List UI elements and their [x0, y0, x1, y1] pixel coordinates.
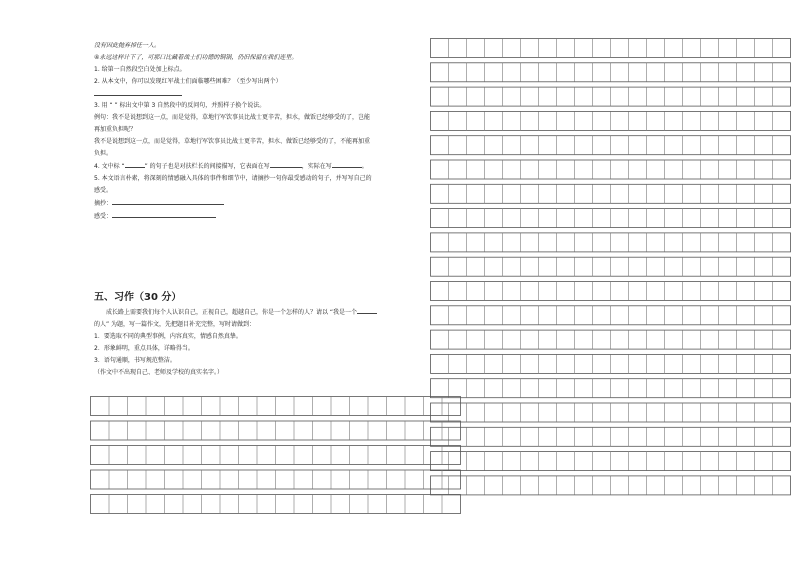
- question-2: 2. 从本文中，你可以发现红军战士们面临哪些困难？（至少写出两个）: [94, 78, 282, 85]
- prompt-line-1: [94, 306, 430, 319]
- feeling-row: [94, 210, 430, 223]
- prompt-part-1: 成长路上需要我们每个人认识自己，正视自己，超越自己，你是一个怎样的人？请以 “我是一个: [106, 309, 358, 316]
- writing-grid-right[interactable]: [430, 38, 792, 504]
- example-line-3: 我不是说想到这一点，而是觉得，草地行军饮事员比战士更辛苦，担水、做饭已经够受的了，不能再加重: [94, 138, 371, 145]
- q4-part-a: 4. 文中标 “: [94, 163, 125, 170]
- passage-tail-line-2: ④永远这样计下了，可那口比藏着战士们功德的铜锅，仍旧保留在我们连里。: [94, 54, 298, 61]
- passage-tail-line-1: 没有因此抛弃掉任一人。: [94, 42, 161, 49]
- requirement-2: 2．形象鲜明，重点具体，详略得当。: [94, 345, 194, 352]
- excerpt-label: 摘抄：: [94, 200, 113, 207]
- question-4: [94, 160, 430, 173]
- writing-note: （作文中不出现自己、老师及学校的真实名字。）: [94, 369, 224, 376]
- excerpt-blank[interactable]: [112, 197, 224, 205]
- writing-section-heading: 五、习作（30 分）: [94, 292, 182, 303]
- example-line-4: 负担。: [94, 150, 113, 157]
- q4-part-d: 。: [361, 163, 368, 170]
- question-5-line-2: 感受。: [94, 187, 113, 194]
- requirement-1: 1．要选取不同的典型事例，内容真实，情感自然真挚。: [94, 333, 242, 340]
- q4-blank-actual[interactable]: [332, 160, 362, 168]
- reading-questions: [94, 40, 430, 223]
- feeling-blank[interactable]: [112, 210, 216, 218]
- example-line-1: 例句：我不是说想到这一点，而是觉得，草地行军饮事员比战士更辛苦，担水，做饭已经够受的了，岂能: [94, 114, 371, 121]
- q4-part-c: ，实际在写: [301, 163, 332, 170]
- question-1: 1. 给第一自然段空白处加上标点。: [94, 66, 186, 73]
- question-5-line-1: 5. 本文语言朴素，将深刻的情感融入具体的事件和细节中，请摘抄一句你最受感动的句子，并写写自己的: [94, 175, 372, 182]
- requirement-3: 3．语句通顺，书写规范整洁。: [94, 357, 176, 364]
- writing-grid-bottom[interactable]: [90, 396, 462, 520]
- q4-blank-mark[interactable]: [125, 160, 145, 168]
- q4-blank-surface[interactable]: [270, 160, 302, 168]
- answer-blank[interactable]: [94, 88, 182, 96]
- question-3: 3. 用 “ ” 标出文中第 3 自然段中的反问句，并照样子换个说法。: [94, 102, 266, 109]
- answer-line-q2[interactable]: [94, 88, 430, 100]
- example-line-2: 再加重负担呢？: [94, 126, 137, 133]
- q4-part-b: ” 的句子也是对扶栏长的间接描写，它表面在写: [144, 163, 270, 170]
- title-blank[interactable]: [357, 306, 377, 314]
- writing-prompt: [94, 306, 430, 379]
- excerpt-row: [94, 197, 430, 210]
- prompt-line-2: 的人” 为题，写一篇作文，先把题目补充完整，写时请做到：: [94, 321, 256, 328]
- feeling-label: 感受：: [94, 213, 113, 220]
